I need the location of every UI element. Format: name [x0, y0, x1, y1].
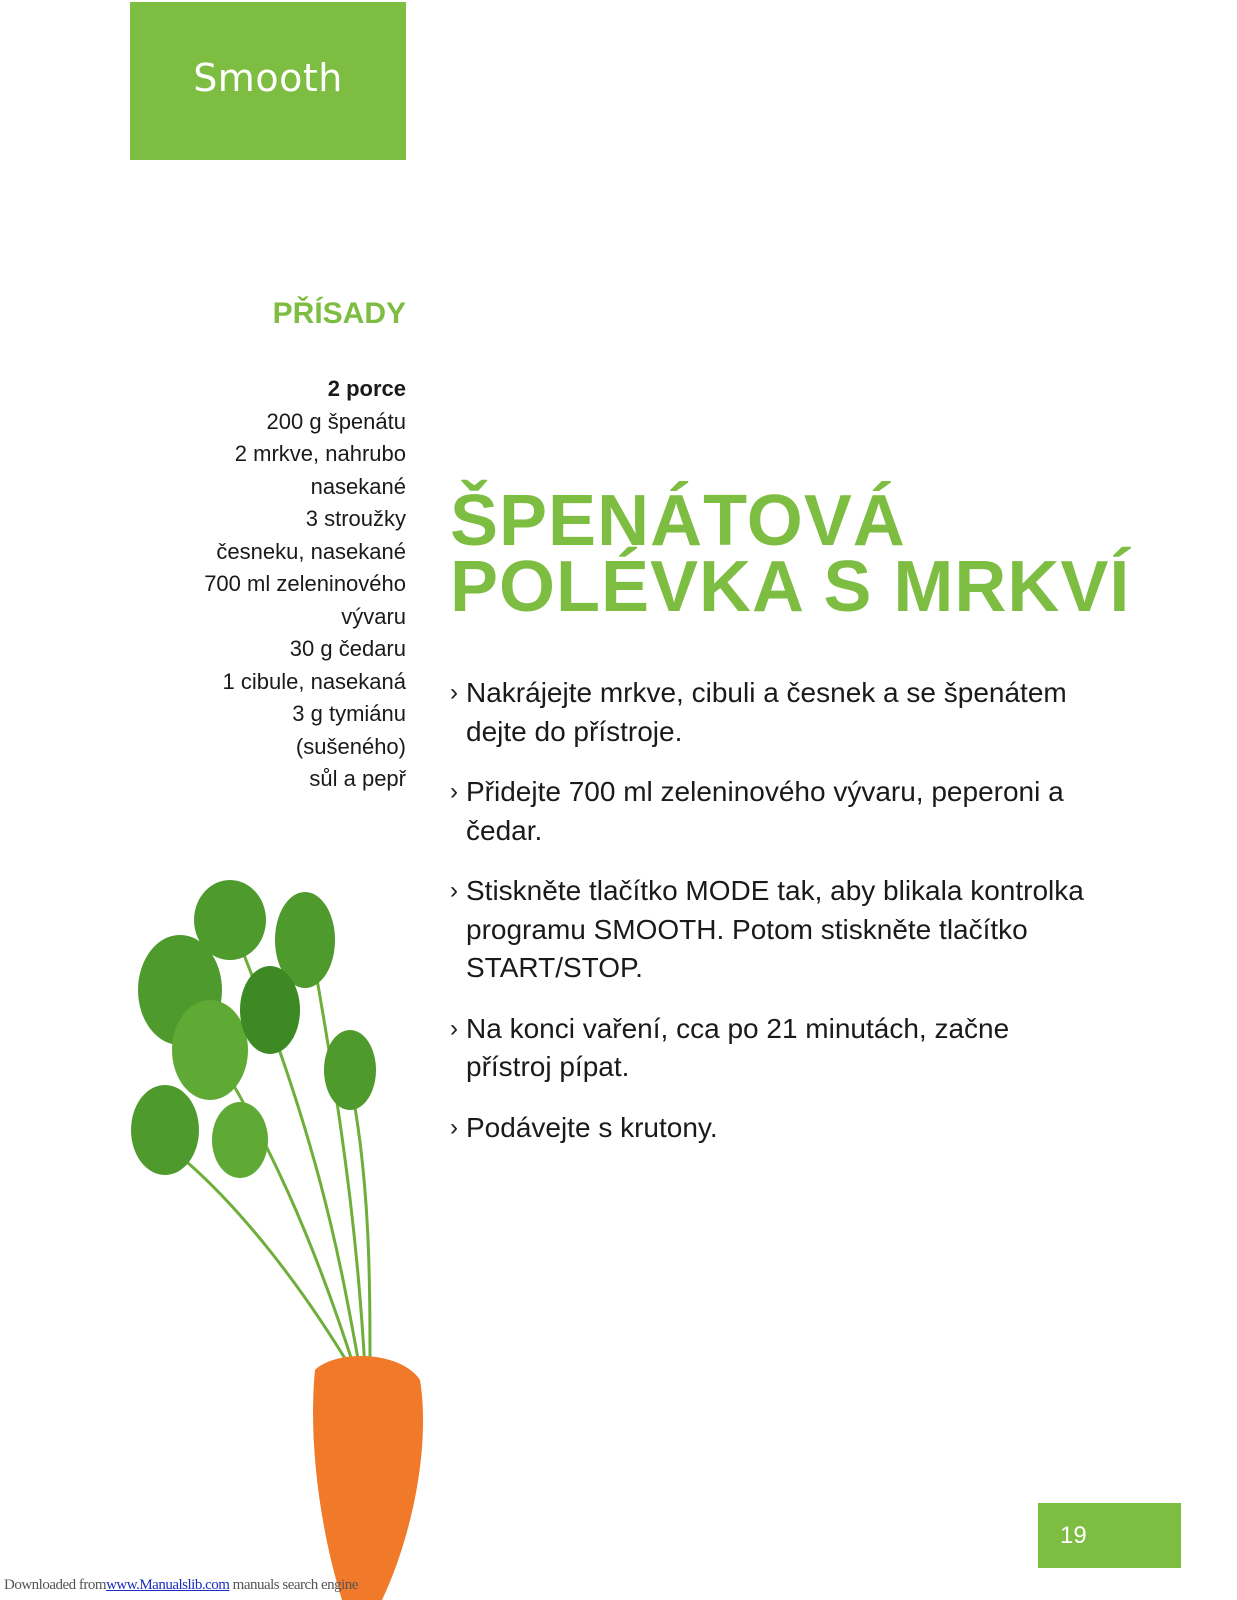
carrot-root: [313, 1356, 423, 1600]
ingredient-line: (sušeného): [295, 733, 406, 759]
ingredient-line: 200 g špenátu: [266, 408, 406, 434]
carrot-illustration: [120, 880, 450, 1600]
carrot-leaves: [131, 880, 376, 1178]
ingredients-heading: PŘÍSADY: [272, 297, 406, 330]
ingredient-line: 700 ml zeleninového: [204, 571, 406, 596]
step-item: › Nakrájejte mrkve, cibuli a česnek a se špenátem dejte do přístroje.: [450, 674, 1090, 751]
ingredient-line: česneku, nasekané: [216, 538, 406, 564]
ingredient-line: 2 mrkve, nahrubo: [234, 441, 406, 466]
step-item: › Podávejte s krutony.: [450, 1109, 1090, 1148]
ingredient-line: nasekané: [310, 473, 406, 499]
recipe-title-line2: POLÉVKA S MRKVÍ: [450, 547, 1131, 627]
section-tab: [130, 2, 406, 160]
page-number: 19: [1038, 1503, 1181, 1568]
steps-list: [450, 674, 1090, 1169]
step-item: › Přidejte 700 ml zeleninového vývaru, peperoni a čedar.: [450, 773, 1090, 850]
section-tab-label: Smooth: [193, 56, 343, 100]
footer-link[interactable]: www.Manualslib.com: [106, 1577, 230, 1593]
footer-source: [4, 1577, 358, 1594]
ingredients-list: [166, 373, 406, 796]
recipe-title-line1: ŠPENÁTOVÁ: [450, 481, 906, 561]
ingredient-line: 3 stroužky: [305, 506, 406, 531]
footer-prefix: Downloaded from: [4, 1577, 107, 1593]
step-item: › Na konci vaření, cca po 21 minutách, začne přístroj pípat.: [450, 1010, 1090, 1087]
recipe-title: [450, 481, 1131, 627]
ingredient-line: sůl a pepř: [309, 766, 406, 791]
servings: 2 porce: [327, 376, 406, 401]
step-item: › Stiskněte tlačítko MODE tak, aby blikala kontrolka programu SMOOTH. Potom stiskněte tlačítko START/STOP.: [450, 872, 1090, 988]
ingredient-line: 1 cibule, nasekaná: [222, 668, 406, 694]
ingredient-line: vývaru: [341, 603, 406, 629]
footer-suffix: manuals search engine: [229, 1577, 358, 1593]
ingredient-line: 3 g tymiánu: [292, 701, 406, 726]
ingredient-line: 30 g čedaru: [289, 636, 406, 661]
